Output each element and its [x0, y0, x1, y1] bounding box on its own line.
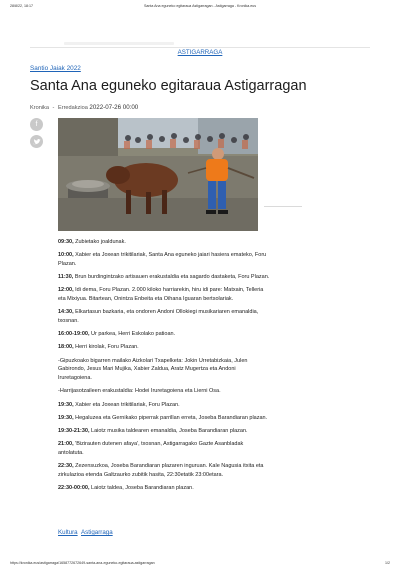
print-page-number: 1/2	[385, 561, 390, 565]
program-item: 12:00, Idi dema, Foru Plazan. 2.000 kiloko harriarekin, hiru idi pare: Matxain, Telleria eta Mixiyua. Bitartean, Onintza Enbeita eta Oihana Iguaran bertsolariak.	[58, 287, 264, 303]
program-item: -Gipuzkoako bigarren mailako Aizkolari Txapelketa: Jokin Urretabizkaia, Julen Gabirondo, Jesus Mari Mujika, Xabier Zaldua, Aratz Mugertza eta Andoni Iruretagoiena.	[58, 357, 248, 381]
program-item: 10:00, Xabier eta Joxean trikitilariak, Santa Ana eguneko jaiari hasiera emateko, Foru Plazan.	[58, 252, 267, 267]
program-item: 14:30, Elkartasun bazkaria, eta ondoren Andoni Ollokiegi musikariaren emanaldia, txosnan.	[58, 309, 259, 324]
program-item: 19:30, Hegaluzea eta Gernikako piperrak parrillan erreta, Joseba Barandiaran plazan.	[58, 414, 268, 421]
program-item: 09:30, Zubietako joaldunak.	[58, 239, 126, 245]
program-item: 19:30, Xabier eta Joxean trikitilariak, Foru Plazan.	[58, 401, 180, 408]
author: Kronika	[30, 105, 49, 111]
print-header	[10, 4, 390, 14]
article-body	[58, 238, 270, 497]
tag-link[interactable]: Kultura	[58, 529, 78, 536]
article-title: Santa Ana eguneko egitaraua Astigarragan	[30, 78, 307, 94]
tag-list	[58, 529, 115, 536]
facebook-share-button[interactable]	[30, 118, 43, 131]
program-item: 11:30, Brun burdingintzako artisauen erakustaldia eta sagardo dastaketa, Foru Plazan.	[58, 274, 270, 281]
twitter-icon	[30, 135, 43, 148]
author-role: Erredakzioa	[57, 105, 88, 111]
facebook-icon: f	[35, 121, 38, 128]
print-url: https://kronika.eus/astigarraga/1658772672649-santa-ana-eguneko-egitaraua-astigarragan	[10, 561, 155, 565]
twitter-share-button[interactable]	[30, 135, 43, 148]
section-link-astigarraga[interactable]: ASTIGARRAGA	[177, 49, 223, 56]
program-item: 18:00, Herri kirolak, Foru Plazan.	[58, 344, 139, 351]
program-item: 22:30, Zezensuzkoa, Joseba Barandiaran plazaren inguruan. Kale Nagusia itxita eta zirkulazioa etenda Galtzaurko zubitik hasita, 22:30etatik 23:00etara.	[58, 463, 264, 478]
article-meta	[30, 104, 138, 111]
article-photo	[58, 118, 258, 231]
program-item: 22:30-00:00, Laiotz taldea, Joseba Barandiaran plazan.	[58, 485, 194, 492]
print-page-title: Santa Ana eguneko egitaraua Astigarragan - Astigarraga - Kronika.eus	[143, 4, 257, 8]
program-item: 16:00-19:00, Ur parkea, Herri Eskolako patioan.	[58, 331, 176, 338]
program-item: -Harrijasotzaileen erakustaldia: Hodei Iruretagoiena eta Lierni Osa.	[58, 388, 221, 395]
program-item: 19:30-21:30, Laiotz musika taldearen emanaldia, Joseba Barandiaran plazan.	[58, 428, 248, 435]
tag-link[interactable]: Astigarraga	[81, 529, 113, 536]
publish-date: 2022-07-26 00:00	[89, 104, 139, 111]
print-datetime: 28/8/22, 18:17	[10, 4, 33, 8]
site-logo-placeholder	[64, 42, 174, 45]
program-item: 21:00, 'Bizirauten dutenen afaya', txosnan, Astigarragako Gazte Asanbladak antolatuta.	[58, 441, 244, 456]
meta-separator: -	[52, 105, 55, 111]
photo-side-divider	[264, 206, 302, 207]
header-divider	[30, 47, 370, 48]
category-link[interactable]: Santio Jaiak 2022	[30, 65, 81, 72]
